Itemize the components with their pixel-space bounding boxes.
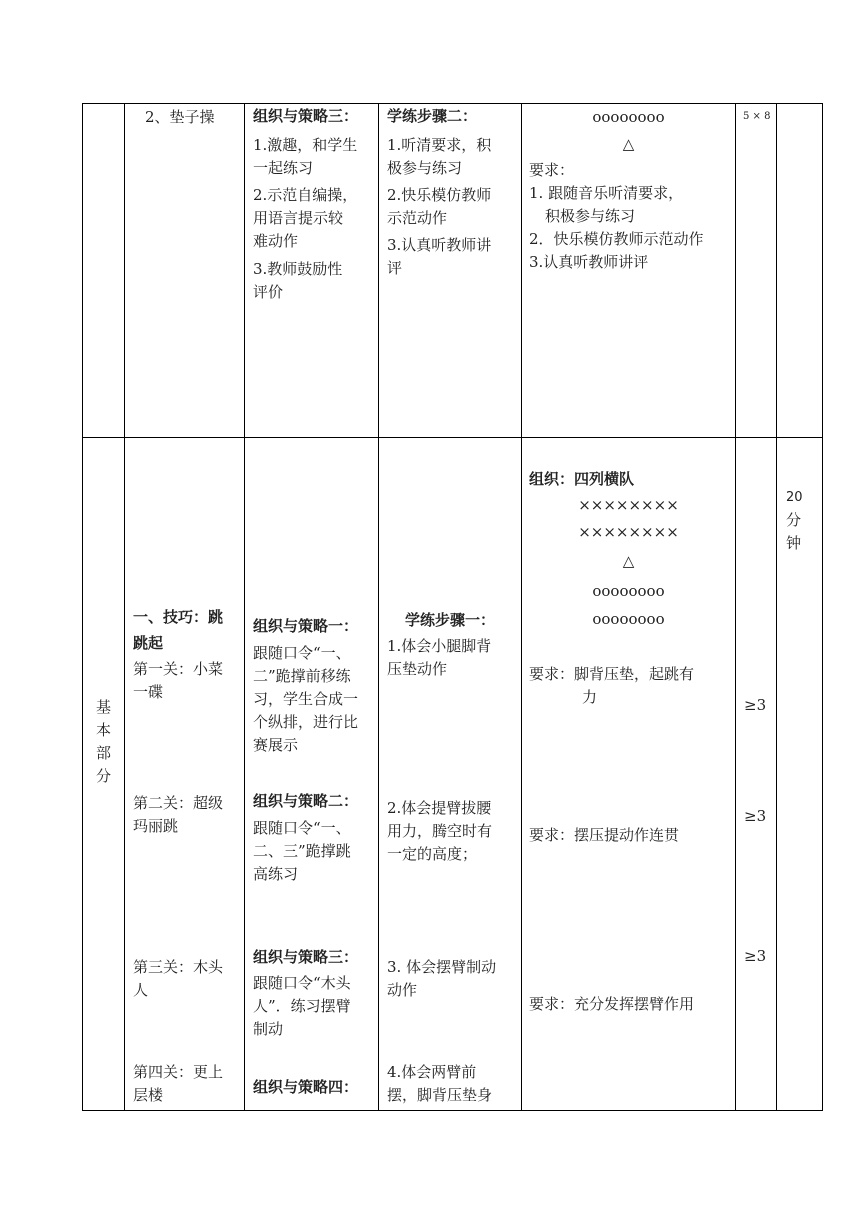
duration-unit: 分	[786, 511, 802, 529]
strategy-line: 跟随口令“一、	[253, 819, 351, 837]
duration-unit: 钟	[786, 534, 802, 552]
strategy-line: 习，学生合成一	[253, 690, 359, 708]
section-char: 部	[95, 744, 111, 762]
strategy-line: 评价	[253, 283, 284, 301]
strategy-line: 1.激趣，和学生	[253, 136, 358, 154]
requirement-line: 2．快乐模仿教师示范动作	[529, 230, 704, 248]
steps-line: 1.听清要求，积	[387, 136, 492, 154]
strategy-line: 用语言提示较	[253, 209, 344, 227]
strategy-line: 跟随口令“木头	[253, 974, 351, 992]
strategy-line: 人”．练习摆臂	[253, 997, 351, 1015]
strategy-line: 难动作	[253, 232, 299, 250]
strategy-line: 高练习	[253, 865, 299, 883]
steps-line: 动作	[387, 981, 418, 999]
col-border-7	[822, 103, 823, 1111]
strategy-line: 3.教师鼓励性	[253, 260, 343, 278]
content-heading: 跳起	[133, 634, 164, 652]
steps-line: 极参与练习	[387, 159, 463, 177]
strategy-line: 跟随口令“一、	[253, 644, 351, 662]
level-line: 第三关：木头	[133, 958, 224, 976]
formation-row-x: ××××××××	[578, 523, 679, 541]
requirement-line: 力	[582, 688, 598, 706]
level-line: 人	[133, 981, 149, 999]
strategy-heading: 组织与策略四：	[253, 1078, 359, 1096]
col-border-2	[244, 103, 245, 1111]
duration-value: 20	[786, 490, 803, 505]
steps-line: 3.认真听教师讲	[387, 236, 492, 254]
strategy-line: 个纵排，进行比	[253, 713, 359, 731]
section-char: 分	[95, 767, 111, 785]
section-char: 基	[95, 698, 111, 716]
row1-repetitions: 5 × 8	[743, 111, 771, 122]
requirement-line: 积极参与练习	[545, 207, 636, 225]
steps-line: 1.体会小腿脚背	[387, 637, 492, 655]
steps-line: 压垫动作	[387, 660, 448, 678]
col-border-6	[776, 103, 777, 1111]
steps-line: 示范动作	[387, 209, 448, 227]
formation-heading: 组织：四列横队	[529, 470, 635, 488]
col-border-3	[378, 103, 379, 1111]
requirement-line: 3.认真听教师讲评	[529, 253, 649, 271]
table-top-border	[82, 103, 823, 104]
section-char: 本	[95, 721, 111, 739]
requirement-line: 要求：充分发挥摆臂作用	[529, 995, 695, 1013]
level-line: 第二关：超级	[133, 794, 224, 812]
formation-row-o: oooooooo	[592, 610, 665, 628]
strategy-heading: 组织与策略一：	[253, 617, 359, 635]
row-divider	[82, 437, 823, 438]
steps-line: 2.体会提臂拔腰	[387, 799, 492, 817]
requirement-line: 1. 跟随音乐听清要求，	[529, 184, 684, 202]
strategy-line: 二”跪撑前移练	[253, 667, 351, 685]
strategy-line: 2.示范自编操，	[253, 186, 358, 204]
requirement-line: 要求：摆压提动作连贯	[529, 826, 680, 844]
teacher-triangle: △	[622, 135, 635, 153]
steps-heading: 学练步骤一：	[405, 611, 496, 629]
repetition-count: ≥3	[744, 947, 767, 965]
level-line: 玛丽跳	[133, 817, 179, 835]
strategy-line: 制动	[253, 1020, 284, 1038]
steps-line: 4.体会两臂前	[387, 1063, 477, 1081]
steps-line: 一定的高度；	[387, 845, 478, 863]
formation-row-x: ××××××××	[578, 496, 679, 514]
requirement-line: 要求：脚背压垫，起跳有	[529, 665, 695, 683]
strategy-heading: 组织与策略三：	[253, 948, 359, 966]
col-border-5	[735, 103, 736, 1111]
strategy-line: 一起练习	[253, 159, 314, 177]
strategy-line: 二、三”跪撑跳	[253, 842, 351, 860]
steps-line: 摆，脚背压垫身	[387, 1086, 493, 1104]
level-line: 第四关：更上	[133, 1063, 224, 1081]
content-heading: 一、技巧：跳	[133, 608, 224, 626]
steps-line: 用力，腾空时有	[387, 822, 493, 840]
formation-row-o: oooooooo	[592, 582, 665, 600]
steps-line: 2.快乐模仿教师	[387, 186, 492, 204]
strategy-heading: 组织与策略三：	[253, 107, 359, 125]
steps-line: 3. 体会摆臂制动	[387, 958, 497, 976]
col-border-0	[82, 103, 83, 1111]
strategy-line: 赛展示	[253, 736, 299, 754]
col-border-4	[521, 103, 522, 1111]
formation-row: oooooooo	[592, 108, 665, 126]
level-line: 层楼	[133, 1086, 164, 1104]
repetition-count: ≥3	[744, 696, 767, 714]
row1-content-title: 2、垫子操	[145, 108, 215, 126]
strategy-heading: 组织与策略二：	[253, 792, 359, 810]
table-bottom-border	[82, 1110, 823, 1111]
col-border-1	[124, 103, 125, 1111]
level-line: 第一关：小菜	[133, 660, 224, 678]
teacher-triangle: △	[622, 552, 635, 570]
steps-heading: 学练步骤二：	[387, 107, 478, 125]
level-line: 一碟	[133, 683, 164, 701]
steps-line: 评	[387, 259, 403, 277]
requirement-label: 要求：	[529, 161, 575, 179]
repetition-count: ≥3	[744, 807, 767, 825]
